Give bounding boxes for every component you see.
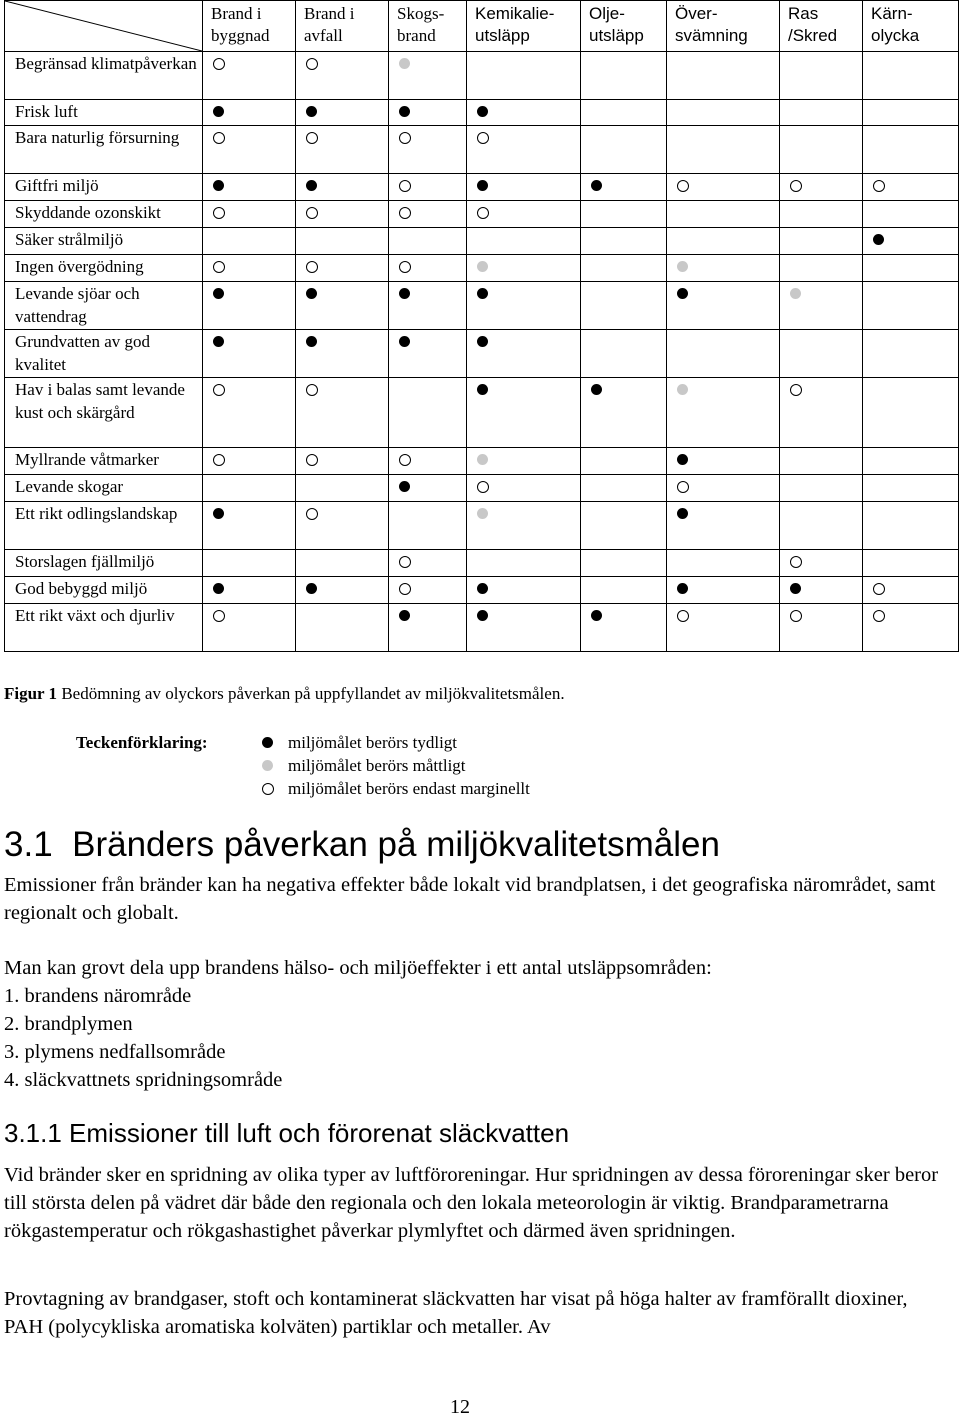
section-heading: 3.1 Bränders påverkan på miljökvalitetsmålen xyxy=(4,825,720,864)
hollow-circle-icon xyxy=(790,610,802,622)
matrix-cell xyxy=(780,174,863,201)
matrix-cell xyxy=(296,330,389,378)
matrix-cell xyxy=(296,201,389,228)
figure-caption xyxy=(4,684,565,704)
matrix-cell xyxy=(667,448,780,475)
matrix-cell xyxy=(467,577,581,604)
matrix-cell xyxy=(581,475,667,502)
matrix-cell xyxy=(296,604,389,652)
row-label: Storslagen fjällmiljö xyxy=(5,550,203,577)
matrix-cell xyxy=(581,201,667,228)
matrix-cell xyxy=(296,174,389,201)
matrix-header-row xyxy=(5,1,959,52)
hollow-circle-icon xyxy=(477,207,489,219)
filled-dot-icon xyxy=(213,106,224,117)
matrix-cell xyxy=(667,604,780,652)
filled-dot-icon xyxy=(306,288,317,299)
matrix-cell xyxy=(296,448,389,475)
filled-dot-icon xyxy=(477,288,488,299)
filled-dot-icon xyxy=(213,180,224,191)
hollow-circle-icon xyxy=(213,58,225,70)
matrix-cell xyxy=(780,52,863,100)
hollow-circle-icon xyxy=(306,58,318,70)
filled-dot-icon xyxy=(677,583,688,594)
matrix-body xyxy=(5,52,959,652)
matrix-cell xyxy=(780,228,863,255)
hollow-circle-icon xyxy=(306,454,318,466)
matrix-cell xyxy=(467,126,581,174)
row-label: Ingen övergödning xyxy=(5,255,203,282)
hollow-circle-icon xyxy=(677,481,689,493)
table-row xyxy=(5,255,959,282)
matrix-cell xyxy=(667,52,780,100)
hollow-circle-icon xyxy=(213,261,225,273)
filled-dot-icon xyxy=(306,583,317,594)
hollow-circle-icon xyxy=(213,132,225,144)
matrix-cell xyxy=(389,475,467,502)
matrix-cell xyxy=(203,255,296,282)
matrix-cell xyxy=(863,378,959,448)
matrix-cell xyxy=(389,550,467,577)
list-item: 2. brandplymen xyxy=(4,1013,133,1035)
filled-dot-icon xyxy=(677,288,688,299)
matrix-cell xyxy=(581,126,667,174)
filled-dot-icon xyxy=(477,336,488,347)
matrix-cell xyxy=(389,100,467,126)
matrix-cell xyxy=(581,448,667,475)
hollow-circle-icon xyxy=(873,583,885,595)
row-label: Skyddande ozonskikt xyxy=(5,201,203,228)
hollow-circle-icon xyxy=(262,783,274,795)
matrix-cell xyxy=(863,604,959,652)
column-header: Kemikalie-utsläpp xyxy=(467,1,581,52)
table-row xyxy=(5,174,959,201)
table-row xyxy=(5,604,959,652)
matrix-cell xyxy=(389,502,467,550)
grey-dot-icon xyxy=(790,288,801,299)
matrix-cell xyxy=(581,577,667,604)
row-label: Levande skogar xyxy=(5,475,203,502)
matrix-cell xyxy=(581,604,667,652)
hollow-circle-icon xyxy=(477,481,489,493)
row-label: Grundvatten av god kvalitet xyxy=(5,330,203,378)
hollow-circle-icon xyxy=(213,207,225,219)
grey-dot-icon xyxy=(477,508,488,519)
matrix-cell xyxy=(581,282,667,330)
table-row xyxy=(5,282,959,330)
hollow-circle-icon xyxy=(790,180,802,192)
matrix-cell xyxy=(863,100,959,126)
hollow-circle-icon xyxy=(873,180,885,192)
table-row xyxy=(5,100,959,126)
filled-dot-icon xyxy=(477,384,488,395)
column-header: Ras /Skred xyxy=(780,1,863,52)
column-header: Brand i avfall xyxy=(296,1,389,52)
legend-items xyxy=(258,731,658,800)
filled-dot-icon xyxy=(399,106,410,117)
matrix-cell xyxy=(389,577,467,604)
matrix-cell xyxy=(389,228,467,255)
matrix-cell xyxy=(667,330,780,378)
filled-dot-icon xyxy=(477,180,488,191)
matrix-cell xyxy=(296,502,389,550)
matrix-cell xyxy=(389,604,467,652)
impact-matrix xyxy=(4,0,959,652)
matrix-cell xyxy=(296,255,389,282)
matrix-cell xyxy=(667,174,780,201)
section-paragraph: Man kan grovt dela upp brandens hälso- och miljöeffekter i ett antal utsläppsområden: xyxy=(4,957,712,979)
matrix-cell xyxy=(467,201,581,228)
legend-item-text: miljömålet berörs måttligt xyxy=(288,756,466,775)
matrix-cell xyxy=(467,255,581,282)
column-header: Olje-utsläpp xyxy=(581,1,667,52)
list-item: 4. släckvattnets spridningsområde xyxy=(4,1069,283,1091)
matrix-cell xyxy=(667,126,780,174)
matrix-cell xyxy=(863,577,959,604)
matrix-cell xyxy=(203,330,296,378)
matrix-cell xyxy=(863,448,959,475)
matrix-cell xyxy=(863,330,959,378)
page-number: 12 xyxy=(450,1396,470,1418)
matrix-cell xyxy=(780,282,863,330)
filled-dot-icon xyxy=(306,336,317,347)
hollow-circle-icon xyxy=(477,132,489,144)
matrix-cell xyxy=(780,201,863,228)
list-item: 3. plymens nedfallsområde xyxy=(4,1041,226,1063)
table-row xyxy=(5,228,959,255)
filled-dot-icon xyxy=(399,481,410,492)
matrix-cell xyxy=(389,126,467,174)
matrix-cell xyxy=(581,330,667,378)
table-row xyxy=(5,52,959,100)
matrix-cell xyxy=(667,228,780,255)
legend-item-text: miljömålet berörs endast marginellt xyxy=(288,779,530,798)
matrix-cell xyxy=(203,475,296,502)
matrix-cell xyxy=(863,201,959,228)
matrix-cell xyxy=(863,255,959,282)
matrix-cell xyxy=(667,502,780,550)
matrix-cell xyxy=(203,550,296,577)
grey-dot-icon xyxy=(399,58,410,69)
filled-dot-icon xyxy=(790,583,801,594)
hollow-circle-icon xyxy=(306,132,318,144)
filled-dot-icon xyxy=(213,288,224,299)
hollow-circle-icon xyxy=(399,132,411,144)
matrix-cell xyxy=(467,502,581,550)
matrix-cell xyxy=(467,228,581,255)
filled-dot-icon xyxy=(213,508,224,519)
matrix-cell xyxy=(203,378,296,448)
matrix-cell xyxy=(863,550,959,577)
hollow-circle-icon xyxy=(213,454,225,466)
column-header: Över-svämning xyxy=(667,1,780,52)
matrix-cell xyxy=(389,255,467,282)
filled-dot-icon xyxy=(591,384,602,395)
matrix-cell xyxy=(780,577,863,604)
grey-dot-icon xyxy=(677,261,688,272)
matrix-cell xyxy=(780,126,863,174)
filled-dot-icon xyxy=(306,106,317,117)
table-row xyxy=(5,378,959,448)
column-header: Brand i byggnad xyxy=(203,1,296,52)
matrix-cell xyxy=(780,100,863,126)
hollow-circle-icon xyxy=(306,261,318,273)
section-paragraph: Emissioner från bränder kan ha negativa effekter både lokalt vid brandplatsen, i det geografiska närområdet, samt regionalt och globalt. xyxy=(4,874,936,924)
table-row xyxy=(5,550,959,577)
matrix-cell xyxy=(780,378,863,448)
matrix-cell xyxy=(203,174,296,201)
row-label: Säker strålmiljö xyxy=(5,228,203,255)
table-row xyxy=(5,502,959,550)
matrix-cell xyxy=(203,126,296,174)
filled-dot-icon xyxy=(591,610,602,621)
matrix-cell xyxy=(581,100,667,126)
matrix-cell xyxy=(296,100,389,126)
matrix-cell xyxy=(667,282,780,330)
row-label: Bara naturlig försurning xyxy=(5,126,203,174)
hollow-circle-icon xyxy=(399,583,411,595)
filled-dot-icon xyxy=(213,336,224,347)
hollow-circle-icon xyxy=(399,180,411,192)
matrix-cell xyxy=(203,201,296,228)
matrix-cell xyxy=(203,228,296,255)
grey-dot-icon xyxy=(677,384,688,395)
hollow-circle-icon xyxy=(873,610,885,622)
hollow-circle-icon xyxy=(790,384,802,396)
matrix-cell xyxy=(203,52,296,100)
matrix-cell xyxy=(203,282,296,330)
legend-item-text: miljömålet berörs tydligt xyxy=(288,733,458,752)
matrix-cell xyxy=(863,174,959,201)
hollow-circle-icon xyxy=(213,610,225,622)
row-label: God bebyggd miljö xyxy=(5,577,203,604)
filled-dot-icon xyxy=(677,508,688,519)
matrix-cell xyxy=(780,604,863,652)
matrix-cell xyxy=(863,52,959,100)
legend-title: Teckenförklaring: xyxy=(76,733,208,752)
matrix-cell xyxy=(389,330,467,378)
matrix-cell xyxy=(467,282,581,330)
matrix-cell xyxy=(667,577,780,604)
filled-dot-icon xyxy=(477,583,488,594)
row-label: Giftfri miljö xyxy=(5,174,203,201)
matrix-cell xyxy=(389,174,467,201)
matrix-cell xyxy=(667,378,780,448)
matrix-cell xyxy=(581,174,667,201)
matrix-cell xyxy=(389,378,467,448)
matrix-cell xyxy=(296,550,389,577)
matrix-cell xyxy=(667,100,780,126)
matrix-cell xyxy=(467,174,581,201)
table-row xyxy=(5,126,959,174)
hollow-circle-icon xyxy=(677,610,689,622)
matrix-cell xyxy=(863,126,959,174)
figure-caption-text: Bedömning av olyckors påverkan på uppfyllandet av miljökvalitetsmålen. xyxy=(57,684,565,703)
matrix-cell xyxy=(581,52,667,100)
row-label: Ett rikt växt och djurliv xyxy=(5,604,203,652)
grey-dot-icon xyxy=(477,261,488,272)
row-label: Frisk luft xyxy=(5,100,203,126)
matrix-cell xyxy=(203,502,296,550)
filled-dot-icon xyxy=(262,737,273,748)
list-item: 1. brandens närområde xyxy=(4,985,192,1007)
matrix-cell xyxy=(296,282,389,330)
matrix-cell xyxy=(203,577,296,604)
matrix-cell xyxy=(203,100,296,126)
matrix-cell xyxy=(667,201,780,228)
matrix-corner-cell xyxy=(5,1,203,52)
subsection-heading: 3.1.1 Emissioner till luft och förorenat släckvatten xyxy=(4,1118,570,1148)
hollow-circle-icon xyxy=(790,556,802,568)
hollow-circle-icon xyxy=(306,508,318,520)
grey-dot-icon xyxy=(477,454,488,465)
matrix-cell xyxy=(296,577,389,604)
table-row xyxy=(5,475,959,502)
matrix-cell xyxy=(863,282,959,330)
matrix-cell xyxy=(667,255,780,282)
table-row xyxy=(5,330,959,378)
filled-dot-icon xyxy=(591,180,602,191)
matrix-cell xyxy=(467,52,581,100)
filled-dot-icon xyxy=(399,336,410,347)
matrix-cell xyxy=(296,126,389,174)
filled-dot-icon xyxy=(677,454,688,465)
matrix-cell xyxy=(863,475,959,502)
row-label: Ett rikt odlingslandskap xyxy=(5,502,203,550)
matrix-cell xyxy=(389,448,467,475)
table-row xyxy=(5,448,959,475)
column-header: Kärn-olycka xyxy=(863,1,959,52)
row-label: Begränsad klimatpåverkan xyxy=(5,52,203,100)
filled-dot-icon xyxy=(306,180,317,191)
legend-item xyxy=(258,731,658,754)
matrix-cell xyxy=(780,550,863,577)
hollow-circle-icon xyxy=(306,207,318,219)
matrix-cell xyxy=(780,502,863,550)
matrix-cell xyxy=(389,52,467,100)
matrix-cell xyxy=(467,378,581,448)
matrix-cell xyxy=(467,100,581,126)
table-row xyxy=(5,201,959,228)
grey-dot-icon xyxy=(262,760,273,771)
figure-label: Figur 1 xyxy=(4,684,58,703)
matrix-cell xyxy=(467,330,581,378)
row-label: Myllrande våtmarker xyxy=(5,448,203,475)
matrix-cell xyxy=(780,255,863,282)
hollow-circle-icon xyxy=(399,454,411,466)
matrix-cell xyxy=(296,475,389,502)
column-header: Skogs-brand xyxy=(389,1,467,52)
filled-dot-icon xyxy=(873,234,884,245)
matrix-cell xyxy=(389,201,467,228)
row-label: Hav i balas samt levande kust och skärgård xyxy=(5,378,203,448)
hollow-circle-icon xyxy=(306,384,318,396)
filled-dot-icon xyxy=(399,288,410,299)
hollow-circle-icon xyxy=(399,261,411,273)
filled-dot-icon xyxy=(399,610,410,621)
hollow-circle-icon xyxy=(677,180,689,192)
matrix-cell xyxy=(780,330,863,378)
matrix-cell xyxy=(780,475,863,502)
emission-areas-list xyxy=(4,982,282,1094)
matrix-cell xyxy=(863,228,959,255)
matrix-cell xyxy=(467,550,581,577)
matrix-cell xyxy=(203,448,296,475)
matrix-cell xyxy=(581,378,667,448)
hollow-circle-icon xyxy=(399,207,411,219)
matrix-cell xyxy=(296,52,389,100)
matrix-cell xyxy=(581,550,667,577)
filled-dot-icon xyxy=(477,106,488,117)
matrix-cell xyxy=(296,378,389,448)
matrix-cell xyxy=(467,475,581,502)
hollow-circle-icon xyxy=(399,556,411,568)
subsection-paragraph: Vid bränder sker en spridning av olika typer av luftföroreningar. Hur spridningen av dessa föroreningar sker beror till största delen på vädret där både den regionala och den lokala meteorologin är viktig. Brandparametrarna rökgastemperatur och rökgashastighet påverkar plymlyftet och därmed även spridningen. xyxy=(4,1164,939,1242)
legend-item xyxy=(258,777,658,800)
corner-diagonal xyxy=(5,1,202,51)
matrix-cell xyxy=(203,604,296,652)
table-row xyxy=(5,577,959,604)
matrix-cell xyxy=(667,475,780,502)
matrix-cell xyxy=(296,228,389,255)
filled-dot-icon xyxy=(477,610,488,621)
matrix-cell xyxy=(581,255,667,282)
legend-item xyxy=(258,754,658,777)
filled-dot-icon xyxy=(213,583,224,594)
hollow-circle-icon xyxy=(213,384,225,396)
row-label: Levande sjöar och vattendrag xyxy=(5,282,203,330)
matrix-cell xyxy=(780,448,863,475)
matrix-cell xyxy=(863,502,959,550)
matrix-cell xyxy=(581,502,667,550)
matrix-cell xyxy=(389,282,467,330)
matrix-cell xyxy=(581,228,667,255)
matrix-cell xyxy=(667,550,780,577)
subsection-paragraph: Provtagning av brandgaser, stoft och kontaminerat släckvatten har visat på höga halter av framförallt dioxiner, PAH (polycykliska aromatiska kolväten) partiklar och metaller. Av xyxy=(4,1288,908,1338)
matrix-cell xyxy=(467,604,581,652)
matrix-cell xyxy=(467,448,581,475)
